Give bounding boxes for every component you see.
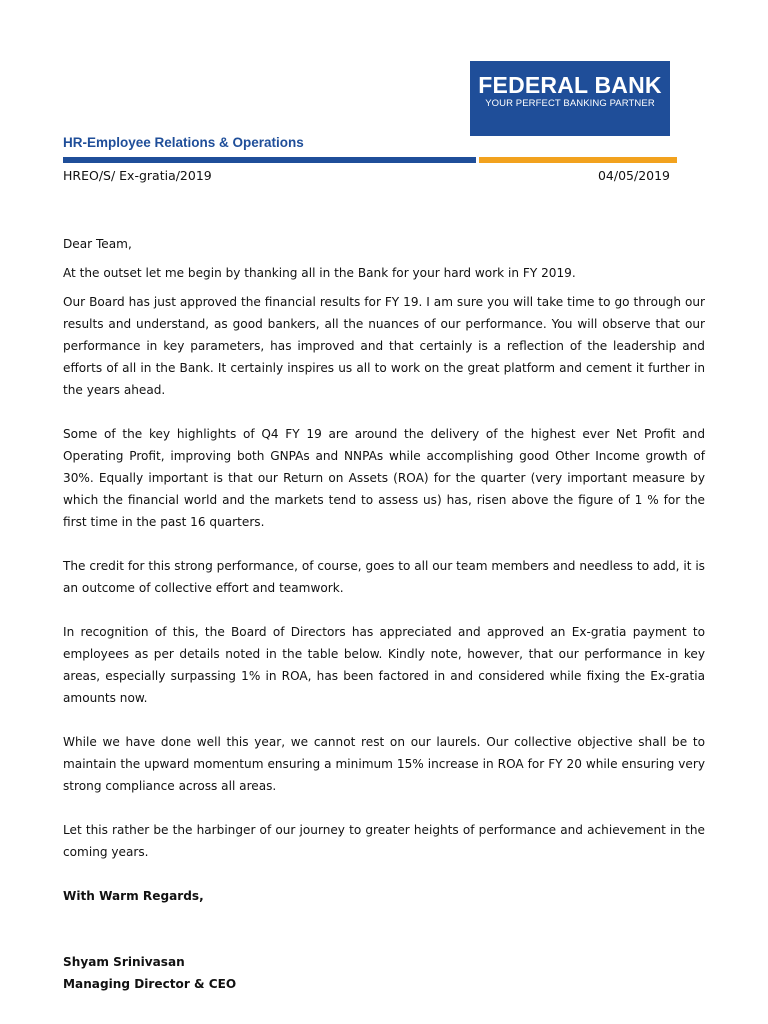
department-heading: HR-Employee Relations & Operations — [63, 135, 304, 150]
closing: With Warm Regards, — [63, 889, 204, 903]
signatory-name: Shyam Srinivasan — [63, 955, 185, 969]
paragraph: Some of the key highlights of Q4 FY 19 are around the delivery of the highest ever Net Profit and Operating Profit, improving both GNPAs and NNPAs while accomplishing good Other Income growth of 30%. Equally important is that our Return on Assets (ROA) for the quarter (very important measure by which the financial world and the markets tend to assess us) has, risen above the figure of 1 % for the first time in the past 16 quarters. — [63, 427, 705, 529]
paragraph: At the outset let me begin by thanking all in the Bank for your hard work in FY 2019. — [63, 266, 576, 280]
header-divider-blue — [63, 157, 476, 163]
paragraph: In recognition of this, the Board of Directors has appreciated and approved an Ex-gratia payment to employees as per details noted in the table below. Kindly note, however, that our performance in key areas, especially surpassing 1% in ROA, has been factored in and considered while fixing the Ex-gratia amounts now. — [63, 625, 705, 705]
letter-body — [63, 233, 705, 995]
signatory-title: Managing Director & CEO — [63, 977, 237, 991]
paragraph: Our Board has just approved the financial results for FY 19. I am sure you will take time to go through our results and understand, as good bankers, all the nuances of our performance. You will observe that our performance in key parameters, has improved and that certainly is a reflection of the leadership and efforts of all in the Bank. It certainly inspires us all to work on the great platform and cement it further in the years ahead. — [63, 295, 705, 397]
header-divider-orange — [479, 157, 677, 163]
federal-bank-logo — [470, 61, 670, 136]
logo-tagline: YOUR PERFECT BANKING PARTNER — [485, 98, 655, 109]
reference-number: HREO/S/ Ex-gratia/2019 — [63, 168, 212, 183]
greeting: Dear Team, — [63, 237, 132, 251]
paragraph: Let this rather be the harbinger of our journey to greater heights of performance and achievement in the coming years. — [63, 823, 705, 859]
logo-bank-name: FEDERAL BANK — [478, 72, 662, 98]
letter-date: 04/05/2019 — [597, 168, 670, 183]
paragraph: The credit for this strong performance, of course, goes to all our team members and needless to add, it is an outcome of collective effort and teamwork. — [63, 559, 705, 595]
paragraph: While we have done well this year, we cannot rest on our laurels. Our collective objective shall be to maintain the upward momentum ensuring a minimum 15% increase in ROA for FY 20 while ensuring very strong compliance across all areas. — [63, 735, 705, 793]
